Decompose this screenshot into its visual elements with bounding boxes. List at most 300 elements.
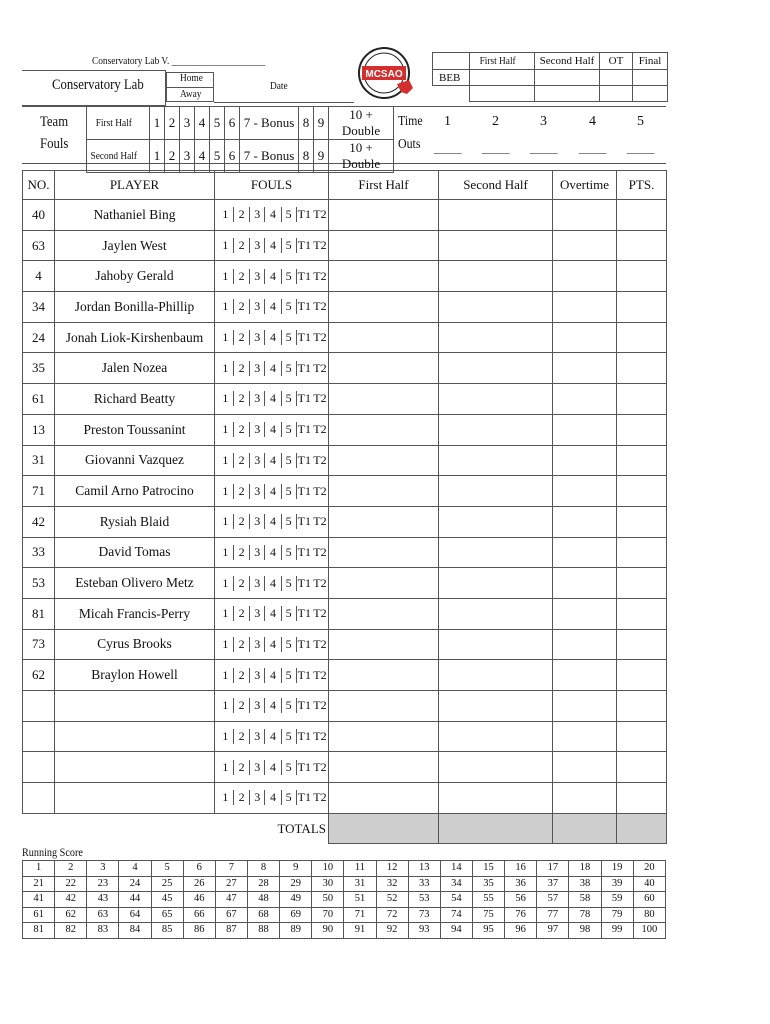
running-score-cell[interactable]: 11 (344, 861, 376, 877)
player-number[interactable]: 13 (23, 414, 55, 445)
points-cell[interactable] (617, 200, 667, 231)
running-score-cell[interactable]: 95 (472, 923, 504, 939)
player-name[interactable]: Jalen Nozea (55, 353, 215, 384)
foul-mark[interactable]: 1 (222, 330, 229, 345)
player-name[interactable]: Giovanni Vazquez (55, 445, 215, 476)
running-score-cell[interactable]: 1 (23, 861, 55, 877)
running-score-cell[interactable]: 50 (312, 892, 344, 908)
foul-mark[interactable]: 1 (222, 544, 229, 559)
running-score-cell[interactable]: 91 (344, 923, 376, 939)
foul-mark[interactable]: T1 (297, 207, 311, 222)
second-half-score[interactable] (439, 200, 553, 231)
running-score-cell[interactable]: 89 (280, 923, 312, 939)
second-half-score[interactable] (439, 261, 553, 292)
second-half-score[interactable] (439, 384, 553, 415)
running-score-cell[interactable]: 10 (312, 861, 344, 877)
first-half-score[interactable] (329, 783, 439, 814)
foul-mark[interactable]: 3 (249, 698, 264, 713)
overtime-score[interactable] (553, 292, 617, 323)
running-score-cell[interactable]: 8 (247, 861, 279, 877)
running-score-cell[interactable]: 77 (537, 907, 569, 923)
foul-mark[interactable]: T1 (297, 360, 311, 375)
foul-mark[interactable]: T1 (297, 452, 311, 467)
foul-mark[interactable]: 1 (222, 729, 229, 744)
player-name[interactable]: Preston Toussanint (55, 414, 215, 445)
running-score-cell[interactable]: 28 (247, 876, 279, 892)
foul-mark[interactable]: 3 (249, 606, 264, 621)
running-score-cell[interactable]: 83 (87, 923, 119, 939)
overtime-score[interactable] (553, 598, 617, 629)
points-cell[interactable] (617, 476, 667, 507)
running-score-cell[interactable]: 51 (344, 892, 376, 908)
second-half-score[interactable] (439, 660, 553, 691)
second-half-score[interactable] (439, 445, 553, 476)
second-half-score[interactable] (439, 292, 553, 323)
second-half-score[interactable] (439, 721, 553, 752)
first-half-score[interactable] (329, 445, 439, 476)
foul-mark[interactable]: 1 (222, 268, 229, 283)
points-cell[interactable] (617, 414, 667, 445)
first-half-score[interactable] (329, 384, 439, 415)
foul-mark[interactable]: 5 (281, 637, 296, 652)
foul-mark[interactable]: 2 (233, 637, 249, 652)
running-score-cell[interactable]: 63 (87, 907, 119, 923)
running-score-cell[interactable]: 25 (151, 876, 183, 892)
foul-mark[interactable]: 1 (222, 698, 229, 713)
running-score-cell[interactable]: 21 (23, 876, 55, 892)
foul-mark[interactable]: 4 (264, 790, 280, 805)
foul-mark[interactable]: 3 (249, 545, 264, 560)
foul-mark[interactable]: 2 (233, 422, 249, 437)
foul-mark[interactable]: 5 (281, 760, 296, 775)
running-score-cell[interactable]: 4 (119, 861, 151, 877)
foul-mark[interactable]: T1 (297, 483, 311, 498)
foul-mark[interactable]: T2 (313, 667, 327, 682)
foul-mark[interactable]: 1 (222, 575, 229, 590)
running-score-cell[interactable]: 27 (215, 876, 247, 892)
running-score-cell[interactable]: 98 (569, 923, 601, 939)
running-score-cell[interactable]: 85 (151, 923, 183, 939)
player-name[interactable]: Jahoby Gerald (55, 261, 215, 292)
overtime-score[interactable] (553, 783, 617, 814)
foul-mark[interactable]: 3 (249, 238, 264, 253)
points-cell[interactable] (617, 292, 667, 323)
foul-mark[interactable]: 4 (264, 729, 280, 744)
player-name[interactable]: David Tomas (55, 537, 215, 568)
running-score-cell[interactable]: 23 (87, 876, 119, 892)
foul-mark[interactable]: T2 (313, 391, 327, 406)
foul-mark[interactable]: 3 (249, 391, 264, 406)
running-score-cell[interactable]: 6 (183, 861, 215, 877)
running-score-cell[interactable]: 43 (87, 892, 119, 908)
foul-mark[interactable]: 2 (233, 238, 249, 253)
foul-mark[interactable]: 1 (222, 667, 229, 682)
foul-mark[interactable]: T2 (313, 759, 327, 774)
timeout-blank-5[interactable]: _____ (627, 143, 655, 155)
player-number[interactable]: 81 (23, 598, 55, 629)
running-score-cell[interactable]: 49 (280, 892, 312, 908)
player-number[interactable] (23, 752, 55, 783)
foul-mark[interactable]: 1 (222, 514, 229, 529)
foul-mark[interactable]: T2 (313, 268, 327, 283)
running-score-cell[interactable]: 20 (633, 861, 665, 877)
overtime-score[interactable] (553, 200, 617, 231)
foul-mark[interactable]: T2 (313, 514, 327, 529)
foul-mark[interactable]: T1 (297, 636, 311, 651)
running-score-cell[interactable]: 86 (183, 923, 215, 939)
foul-mark[interactable]: 4 (264, 760, 280, 775)
running-score-cell[interactable]: 3 (87, 861, 119, 877)
foul-mark[interactable]: 3 (249, 729, 264, 744)
player-number[interactable]: 33 (23, 537, 55, 568)
foul-mark[interactable]: T1 (297, 238, 311, 253)
running-score-cell[interactable]: 46 (183, 892, 215, 908)
foul-mark[interactable]: 4 (264, 453, 280, 468)
foul-mark[interactable]: T1 (297, 299, 311, 314)
player-number[interactable]: 31 (23, 445, 55, 476)
overtime-score[interactable] (553, 506, 617, 537)
running-score-cell[interactable]: 9 (280, 861, 312, 877)
first-half-score[interactable] (329, 537, 439, 568)
running-score-cell[interactable]: 18 (569, 861, 601, 877)
foul-mark[interactable]: 3 (249, 453, 264, 468)
player-number[interactable]: 34 (23, 292, 55, 323)
second-half-score[interactable] (439, 353, 553, 384)
foul-mark[interactable]: 2 (233, 729, 249, 744)
foul-mark[interactable]: 5 (281, 514, 296, 529)
foul-mark[interactable]: 5 (281, 299, 296, 314)
foul-mark[interactable]: T1 (297, 330, 311, 345)
first-half-score[interactable] (329, 568, 439, 599)
foul-mark[interactable]: 1 (222, 636, 229, 651)
overtime-score[interactable] (553, 322, 617, 353)
player-name[interactable] (55, 721, 215, 752)
running-score-cell[interactable]: 32 (376, 876, 408, 892)
foul-mark[interactable]: 5 (281, 576, 296, 591)
foul-mark[interactable]: T2 (313, 238, 327, 253)
player-number[interactable]: 4 (23, 261, 55, 292)
foul-mark[interactable]: 5 (281, 668, 296, 683)
second-half-score[interactable] (439, 506, 553, 537)
foul-mark[interactable]: 1 (222, 452, 229, 467)
foul-mark[interactable]: 3 (249, 484, 264, 499)
player-name[interactable] (55, 691, 215, 722)
foul-mark[interactable]: 5 (281, 545, 296, 560)
running-score-cell[interactable]: 60 (633, 892, 665, 908)
overtime-score[interactable] (553, 537, 617, 568)
running-score-cell[interactable]: 90 (312, 923, 344, 939)
running-score-cell[interactable]: 87 (215, 923, 247, 939)
foul-mark[interactable]: 5 (281, 361, 296, 376)
timeout-blank-4[interactable]: _____ (579, 143, 607, 155)
foul-mark[interactable]: 4 (264, 576, 280, 591)
foul-mark[interactable]: 3 (249, 637, 264, 652)
running-score-cell[interactable]: 38 (569, 876, 601, 892)
foul-mark[interactable]: T2 (313, 698, 327, 713)
foul-mark[interactable]: 4 (264, 606, 280, 621)
running-score-cell[interactable]: 71 (344, 907, 376, 923)
foul-mark[interactable]: 3 (249, 790, 264, 805)
overtime-score[interactable] (553, 353, 617, 384)
player-name[interactable]: Rysiah Blaid (55, 506, 215, 537)
running-score-cell[interactable]: 69 (280, 907, 312, 923)
foul-mark[interactable]: 1 (222, 759, 229, 774)
running-score-cell[interactable]: 81 (23, 923, 55, 939)
overtime-score[interactable] (553, 445, 617, 476)
foul-mark[interactable]: T2 (313, 606, 327, 621)
first-half-score[interactable] (329, 353, 439, 384)
foul-mark[interactable]: 2 (233, 545, 249, 560)
player-name[interactable]: Cyrus Brooks (55, 629, 215, 660)
running-score-cell[interactable]: 7 (215, 861, 247, 877)
running-score-cell[interactable]: 75 (472, 907, 504, 923)
second-half-score[interactable] (439, 629, 553, 660)
running-score-cell[interactable]: 66 (183, 907, 215, 923)
second-half-score[interactable] (439, 598, 553, 629)
foul-mark[interactable]: 2 (233, 299, 249, 314)
first-half-score[interactable] (329, 752, 439, 783)
timeout-blank-2[interactable]: _____ (482, 143, 510, 155)
foul-mark[interactable]: 2 (233, 330, 249, 345)
player-number[interactable]: 42 (23, 506, 55, 537)
foul-mark[interactable]: T2 (313, 636, 327, 651)
running-score-cell[interactable]: 12 (376, 861, 408, 877)
running-score-cell[interactable]: 61 (23, 907, 55, 923)
foul-mark[interactable]: 2 (233, 698, 249, 713)
total-points[interactable] (617, 813, 667, 844)
foul-mark[interactable]: T1 (297, 391, 311, 406)
second-half-score[interactable] (439, 322, 553, 353)
running-score-cell[interactable]: 100 (633, 923, 665, 939)
player-number[interactable]: 62 (23, 660, 55, 691)
running-score-cell[interactable]: 17 (537, 861, 569, 877)
foul-mark[interactable]: 5 (281, 698, 296, 713)
overtime-score[interactable] (553, 476, 617, 507)
running-score-cell[interactable]: 5 (151, 861, 183, 877)
running-score-cell[interactable]: 39 (601, 876, 633, 892)
foul-mark[interactable]: T2 (313, 729, 327, 744)
overtime-score[interactable] (553, 752, 617, 783)
running-score-cell[interactable]: 67 (215, 907, 247, 923)
first-half-score[interactable] (329, 721, 439, 752)
foul-mark[interactable]: 5 (281, 453, 296, 468)
foul-mark[interactable]: T1 (297, 729, 311, 744)
running-score-cell[interactable]: 59 (601, 892, 633, 908)
points-cell[interactable] (617, 537, 667, 568)
foul-mark[interactable]: 2 (233, 391, 249, 406)
running-score-cell[interactable]: 92 (376, 923, 408, 939)
second-half-score[interactable] (439, 568, 553, 599)
first-half-score[interactable] (329, 506, 439, 537)
points-cell[interactable] (617, 445, 667, 476)
points-cell[interactable] (617, 629, 667, 660)
first-half-score[interactable] (329, 629, 439, 660)
running-score-cell[interactable]: 37 (537, 876, 569, 892)
foul-mark[interactable]: 1 (222, 422, 229, 437)
player-number[interactable]: 53 (23, 568, 55, 599)
foul-mark[interactable]: 5 (281, 790, 296, 805)
foul-mark[interactable]: 5 (281, 207, 296, 222)
foul-mark[interactable]: 2 (233, 606, 249, 621)
points-cell[interactable] (617, 598, 667, 629)
points-cell[interactable] (617, 660, 667, 691)
foul-mark[interactable]: 4 (264, 207, 280, 222)
running-score-cell[interactable]: 15 (472, 861, 504, 877)
player-name[interactable]: Jonah Liok-Kirshenbaum (55, 322, 215, 353)
player-number[interactable]: 61 (23, 384, 55, 415)
foul-mark[interactable]: 4 (264, 330, 280, 345)
points-cell[interactable] (617, 783, 667, 814)
running-score-cell[interactable]: 33 (408, 876, 440, 892)
running-score-cell[interactable]: 56 (505, 892, 537, 908)
foul-mark[interactable]: T1 (297, 759, 311, 774)
running-score-cell[interactable]: 74 (440, 907, 472, 923)
total-first-half[interactable] (329, 813, 439, 844)
running-score-cell[interactable]: 55 (472, 892, 504, 908)
running-score-cell[interactable]: 30 (312, 876, 344, 892)
player-number[interactable]: 35 (23, 353, 55, 384)
foul-mark[interactable]: T2 (313, 422, 327, 437)
foul-mark[interactable]: 3 (249, 668, 264, 683)
second-half-score[interactable] (439, 537, 553, 568)
running-score-cell[interactable]: 48 (247, 892, 279, 908)
foul-mark[interactable]: 3 (249, 576, 264, 591)
foul-mark[interactable]: 4 (264, 545, 280, 560)
second-half-score[interactable] (439, 752, 553, 783)
foul-mark[interactable]: T1 (297, 575, 311, 590)
running-score-cell[interactable]: 99 (601, 923, 633, 939)
total-second-half[interactable] (439, 813, 553, 844)
running-score-cell[interactable]: 72 (376, 907, 408, 923)
foul-mark[interactable]: 4 (264, 484, 280, 499)
points-cell[interactable] (617, 752, 667, 783)
running-score-cell[interactable]: 57 (537, 892, 569, 908)
first-half-score[interactable] (329, 691, 439, 722)
foul-mark[interactable]: 4 (264, 668, 280, 683)
foul-mark[interactable]: T1 (297, 514, 311, 529)
foul-mark[interactable]: 1 (222, 238, 229, 253)
foul-mark[interactable]: 1 (222, 207, 229, 222)
foul-mark[interactable]: 1 (222, 790, 229, 805)
player-number[interactable] (23, 691, 55, 722)
points-cell[interactable] (617, 691, 667, 722)
player-number[interactable]: 40 (23, 200, 55, 231)
running-score-cell[interactable]: 53 (408, 892, 440, 908)
first-half-score[interactable] (329, 598, 439, 629)
second-half-score[interactable] (439, 691, 553, 722)
running-score-cell[interactable]: 16 (505, 861, 537, 877)
foul-mark[interactable]: 3 (249, 330, 264, 345)
running-score-cell[interactable]: 34 (440, 876, 472, 892)
second-half-score[interactable] (439, 414, 553, 445)
running-score-cell[interactable]: 13 (408, 861, 440, 877)
overtime-score[interactable] (553, 721, 617, 752)
running-score-cell[interactable]: 22 (55, 876, 87, 892)
points-cell[interactable] (617, 353, 667, 384)
running-score-cell[interactable]: 64 (119, 907, 151, 923)
running-score-cell[interactable]: 52 (376, 892, 408, 908)
foul-mark[interactable]: 5 (281, 330, 296, 345)
overtime-score[interactable] (553, 384, 617, 415)
second-half-score[interactable] (439, 476, 553, 507)
timeout-blank-1[interactable]: _____ (434, 143, 462, 155)
foul-mark[interactable]: 4 (264, 514, 280, 529)
running-score-cell[interactable]: 93 (408, 923, 440, 939)
running-score-cell[interactable]: 62 (55, 907, 87, 923)
foul-mark[interactable]: 1 (222, 299, 229, 314)
foul-mark[interactable]: 3 (249, 361, 264, 376)
timeout-blank-3[interactable]: _____ (530, 143, 558, 155)
overtime-score[interactable] (553, 629, 617, 660)
player-name[interactable]: Jordan Bonilla-Phillip (55, 292, 215, 323)
foul-mark[interactable]: 4 (264, 637, 280, 652)
foul-mark[interactable]: T2 (313, 544, 327, 559)
foul-mark[interactable]: T1 (297, 268, 311, 283)
foul-mark[interactable]: 2 (233, 514, 249, 529)
points-cell[interactable] (617, 506, 667, 537)
player-name[interactable]: Jaylen West (55, 230, 215, 261)
foul-mark[interactable]: 1 (222, 360, 229, 375)
running-score-cell[interactable]: 80 (633, 907, 665, 923)
running-score-cell[interactable]: 36 (505, 876, 537, 892)
running-score-cell[interactable]: 58 (569, 892, 601, 908)
running-score-cell[interactable]: 35 (472, 876, 504, 892)
points-cell[interactable] (617, 322, 667, 353)
overtime-score[interactable] (553, 414, 617, 445)
points-cell[interactable] (617, 721, 667, 752)
running-score-cell[interactable]: 65 (151, 907, 183, 923)
foul-mark[interactable]: 3 (249, 422, 264, 437)
foul-mark[interactable]: 5 (281, 729, 296, 744)
player-number[interactable]: 73 (23, 629, 55, 660)
player-name[interactable]: Micah Francis-Perry (55, 598, 215, 629)
foul-mark[interactable]: 2 (233, 484, 249, 499)
running-score-cell[interactable]: 68 (247, 907, 279, 923)
points-cell[interactable] (617, 230, 667, 261)
foul-mark[interactable]: 3 (249, 269, 264, 284)
running-score-cell[interactable]: 41 (23, 892, 55, 908)
player-number[interactable] (23, 721, 55, 752)
running-score-cell[interactable]: 47 (215, 892, 247, 908)
running-score-cell[interactable]: 45 (151, 892, 183, 908)
foul-mark[interactable]: 3 (249, 514, 264, 529)
foul-mark[interactable]: 1 (222, 483, 229, 498)
running-score-cell[interactable]: 2 (55, 861, 87, 877)
foul-mark[interactable]: 1 (222, 606, 229, 621)
running-score-cell[interactable]: 44 (119, 892, 151, 908)
foul-mark[interactable]: 2 (233, 207, 249, 222)
running-score-cell[interactable]: 76 (505, 907, 537, 923)
points-cell[interactable] (617, 568, 667, 599)
foul-mark[interactable]: 4 (264, 361, 280, 376)
foul-mark[interactable]: 5 (281, 606, 296, 621)
first-half-score[interactable] (329, 261, 439, 292)
player-number[interactable] (23, 783, 55, 814)
running-score-cell[interactable]: 73 (408, 907, 440, 923)
first-half-score[interactable] (329, 200, 439, 231)
player-number[interactable]: 71 (23, 476, 55, 507)
foul-mark[interactable]: T2 (313, 207, 327, 222)
total-overtime[interactable] (553, 813, 617, 844)
running-score-cell[interactable]: 14 (440, 861, 472, 877)
foul-mark[interactable]: 4 (264, 299, 280, 314)
foul-mark[interactable]: 2 (233, 668, 249, 683)
running-score-cell[interactable]: 88 (247, 923, 279, 939)
foul-mark[interactable]: 4 (264, 238, 280, 253)
foul-mark[interactable]: 3 (249, 760, 264, 775)
running-score-cell[interactable]: 70 (312, 907, 344, 923)
running-score-cell[interactable]: 42 (55, 892, 87, 908)
